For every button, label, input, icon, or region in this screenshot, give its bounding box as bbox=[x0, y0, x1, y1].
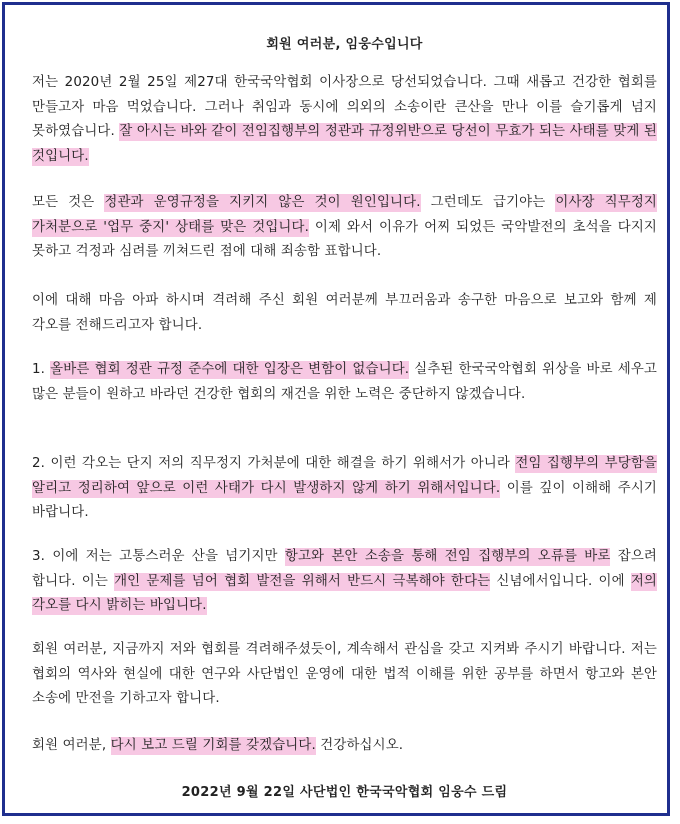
paragraph-5-item-2 bbox=[32, 452, 657, 526]
paragraph-6-item-3 bbox=[32, 545, 657, 619]
paragraph-text: 3. 이에 저는 고통스러운 산을 넘기지만 bbox=[32, 549, 285, 564]
paragraph-text: 모든 것은 bbox=[32, 195, 105, 210]
highlighted-text: 올바른 협회 정관 규정 준수에 대한 입장은 변함이 없습니다. bbox=[50, 362, 410, 377]
paragraph-text: 그런데도 급기야는 bbox=[420, 195, 556, 210]
paragraph-text: 회원 여러분, 지금까지 저와 협회를 격려해주셨듯이, 계속해서 관심을 갖고 지켜봐 주시기 바랍니다. 저는 협회의 역사와 현실에 대한 연구와 사단법인 운영에 대한 법적 이해를 위한 공부를 하면서 항고와 본안 소송에 만전을 기하고자 합니다. bbox=[32, 642, 657, 706]
paragraph-text: 이제 와서 이유가 어찌 되었든 국악발전의 초석을 다지지 못하고 걱정과 심려를 끼쳐드린 점에 대해 죄송함 표합니다. bbox=[32, 219, 657, 259]
paragraph-8-closing bbox=[32, 734, 657, 759]
paragraph-text: 잡으려 합니다. 이는 bbox=[32, 549, 657, 589]
paragraph-3 bbox=[32, 289, 657, 338]
paragraph-1 bbox=[32, 71, 657, 169]
highlighted-text: 저의 각오를 다시 밝히는 바입니다. bbox=[32, 573, 657, 613]
paragraph-text: 신념에서입니다. 이에 bbox=[490, 573, 631, 589]
paragraph-text: 2. 이런 각오는 단지 저의 직무정지 가처분에 대한 해결을 하기 위해서가 아니라 bbox=[32, 456, 516, 471]
letter-title: 회원 여러분, 임웅수입니다 bbox=[266, 37, 423, 52]
highlighted-text: 항고와 본안 소송을 통해 전임 집행부의 오류를 바로 bbox=[284, 549, 611, 564]
highlighted-text: 전임 집행부의 부당함을 알리고 정리하여 앞으로 이런 사태가 다시 발생하지 않게 하기 위해서입니다. bbox=[32, 456, 657, 496]
paragraph-text: 1. bbox=[32, 362, 51, 377]
paragraph-text: 이를 깊이 이해해 주시기 바랍니다. bbox=[32, 480, 657, 520]
letter-frame bbox=[2, 2, 670, 816]
highlighted-text: 다시 보고 드릴 기회를 갖겠습니다. bbox=[110, 738, 316, 753]
paragraph-7 bbox=[32, 638, 657, 712]
paragraph-text: 이에 대해 마음 아파 하시며 격려해 주신 회원 여러분께 부끄러움과 송구한 마음으로 보고와 함께 제 각오를 전해드리고자 합니다. bbox=[32, 293, 657, 333]
paragraph-text: 회원 여러분, bbox=[32, 738, 111, 753]
letter-signature: 2022년 9월 22일 사단법인 한국국악협회 임웅수 드림 bbox=[181, 785, 508, 800]
highlighted-text: 정관과 운영규정을 지키지 않은 것이 원인입니다. bbox=[104, 195, 421, 210]
paragraph-text: 실추된 한국국악협회 위상을 바로 세우고 많은 분들이 원하고 바라던 건강한 협회의 재건을 위한 노력은 중단하지 않겠습니다. bbox=[32, 362, 657, 402]
highlighted-text: 개인 문제를 넘어 협회 발전을 위해서 반드시 극복해야 한다는 bbox=[114, 573, 491, 589]
paragraph-text: 건강하십시오. bbox=[315, 738, 404, 753]
paragraph-text: 저는 2020년 2월 25일 제27대 한국국악협회 이사장으로 당선되었습니다. 그때 새롭고 건강한 협회를 만들고자 마음 먹었습니다. 그러나 취임과 동시에 의외의 소송이란 큰산을 만나 이를 슬기롭게 넘지 못하였습니다. bbox=[32, 75, 657, 139]
highlighted-text: 이사장 직무정지 가처분으로 '업무 중지' 상태를 맞은 것입니다. bbox=[32, 195, 657, 235]
paragraph-2 bbox=[32, 191, 657, 265]
paragraph-4-item-1 bbox=[32, 358, 657, 407]
highlighted-text: 잘 아시는 바와 같이 전임집행부의 정관과 규정위반으로 당선이 무효가 되는 사태를 맞게 된 것입니다. bbox=[32, 124, 657, 164]
